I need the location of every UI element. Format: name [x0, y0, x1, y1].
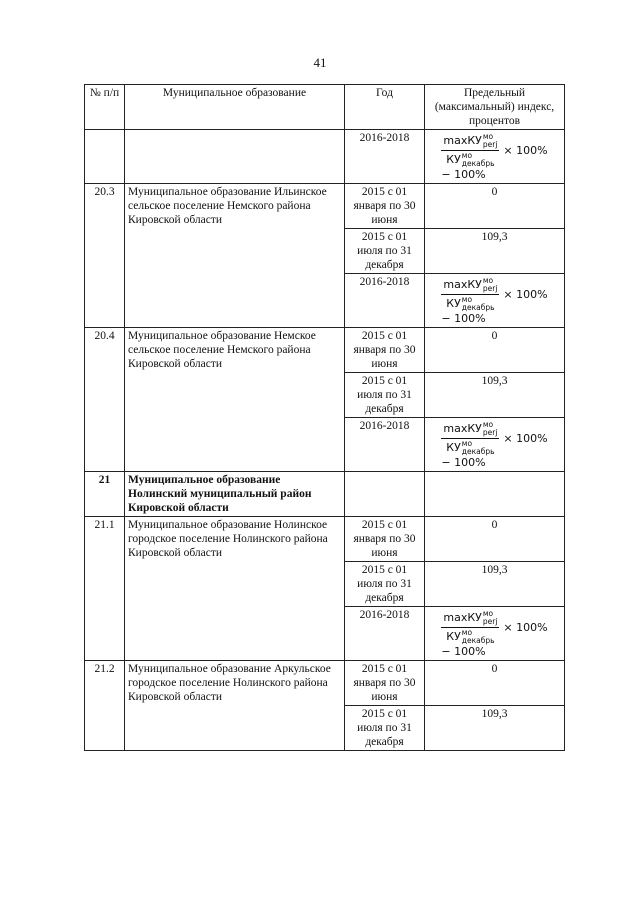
- row-number: 20.4: [85, 328, 125, 472]
- municipality-name: Муниципальное образование Нолинский муниципальный район Кировской области: [125, 472, 345, 517]
- table-row: [85, 661, 565, 706]
- table-row: [85, 517, 565, 562]
- index-value: [425, 472, 565, 517]
- index-value: [425, 607, 565, 661]
- period-year: 2016-2018: [345, 607, 425, 661]
- index-value: [425, 130, 565, 184]
- period-year: [345, 472, 425, 517]
- index-formula: maxКУ мо perj КУ мо декабрь × 100% − 100%: [441, 420, 548, 469]
- index-value: 0: [425, 184, 565, 229]
- period-year: 2015 с 01 июля по 31 декабря: [345, 562, 425, 607]
- header-year: Год: [345, 85, 425, 130]
- municipality-name: Муниципальное образование Нолинское городское поселение Нолинского района Кировской области: [125, 517, 345, 661]
- index-value: 0: [425, 328, 565, 373]
- index-value: 0: [425, 517, 565, 562]
- table-body: [85, 130, 565, 751]
- index-value: [425, 418, 565, 472]
- table-row: [85, 472, 565, 517]
- header-municipality: Муниципальное образование: [125, 85, 345, 130]
- header-num: № п/п: [85, 85, 125, 130]
- index-value: 0: [425, 661, 565, 706]
- table-row: [85, 184, 565, 229]
- index-formula: maxКУ мо perj КУ мо декабрь × 100% − 100%: [441, 276, 548, 325]
- municipality-name: Муниципальное образование Немское сельское поселение Немского района Кировской области: [125, 328, 345, 472]
- index-table: [84, 84, 565, 751]
- period-year: 2015 с 01 января по 30 июня: [345, 328, 425, 373]
- row-number: [85, 130, 125, 184]
- period-year: 2015 с 01 июля по 31 декабря: [345, 229, 425, 274]
- period-year: 2016-2018: [345, 274, 425, 328]
- row-number: 20.3: [85, 184, 125, 328]
- row-number: 21.1: [85, 517, 125, 661]
- header-index: Предельный (максимальный) индекс, процентов: [425, 85, 565, 130]
- row-number: 21: [85, 472, 125, 517]
- index-value: [425, 274, 565, 328]
- index-value: 109,3: [425, 706, 565, 751]
- table-header-row: [85, 85, 565, 130]
- index-value: 109,3: [425, 373, 565, 418]
- period-year: 2016-2018: [345, 130, 425, 184]
- table-row: [85, 130, 565, 184]
- index-formula: maxКУ мо perj КУ мо декабрь × 100% − 100%: [441, 609, 548, 658]
- index-formula: maxКУ мо perj КУ мо декабрь × 100% − 100%: [441, 132, 548, 181]
- period-year: 2015 с 01 января по 30 июня: [345, 184, 425, 229]
- row-number: 21.2: [85, 661, 125, 751]
- municipality-name: Муниципальное образование Аркульское городское поселение Нолинского района Кировской области: [125, 661, 345, 751]
- municipality-name: Муниципальное образование Ильинское сельское поселение Немского района Кировской области: [125, 184, 345, 328]
- municipality-name: [125, 130, 345, 184]
- period-year: 2015 с 01 июля по 31 декабря: [345, 373, 425, 418]
- period-year: 2015 с 01 июля по 31 декабря: [345, 706, 425, 751]
- index-value: 109,3: [425, 562, 565, 607]
- period-year: 2016-2018: [345, 418, 425, 472]
- page-number: 41: [313, 55, 327, 70]
- period-year: 2015 с 01 января по 30 июня: [345, 661, 425, 706]
- period-year: 2015 с 01 января по 30 июня: [345, 517, 425, 562]
- table-row: [85, 328, 565, 373]
- index-value: 109,3: [425, 229, 565, 274]
